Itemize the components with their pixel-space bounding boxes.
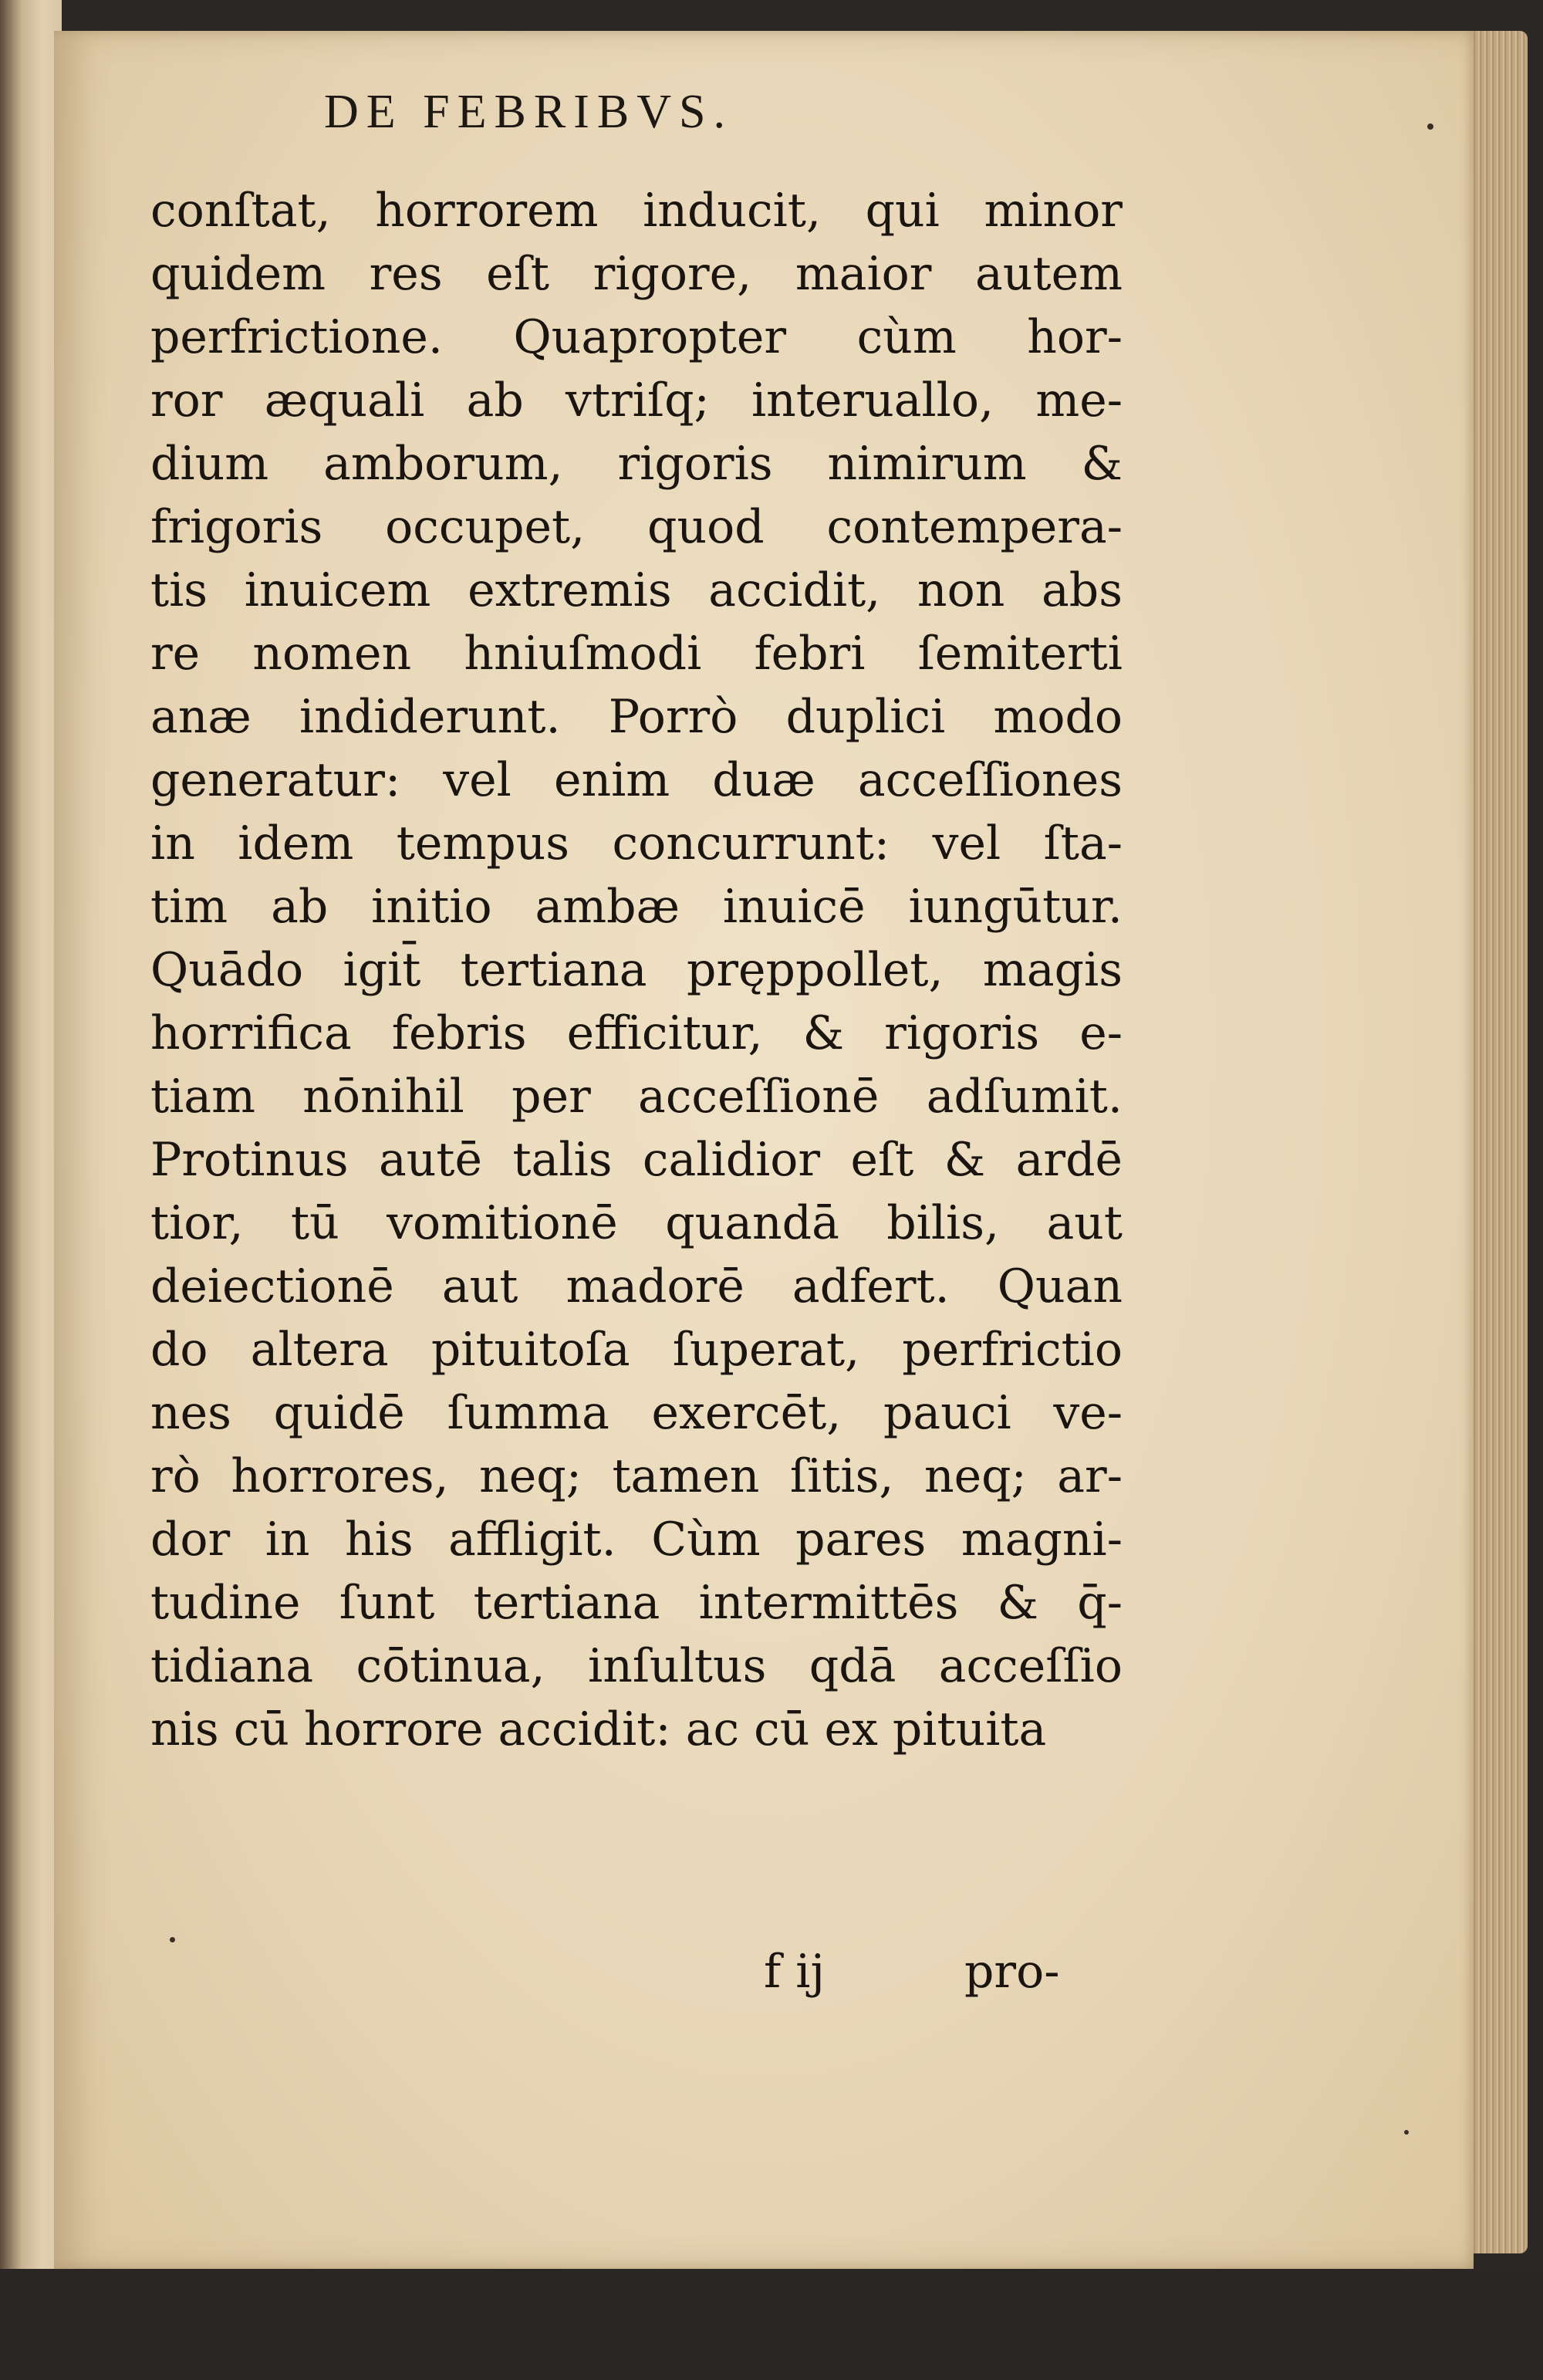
text-line: horrifica febris efficitur, & rigoris e-: [150, 1006, 1123, 1060]
text-line: dium amborum, rigoris nimirum &: [150, 437, 1123, 491]
text-line: nis cū horrore accidit: ac cū ex pituita: [150, 1702, 1047, 1756]
text-line: Quādo igit̄ tertiana pręppollet, magis: [150, 943, 1123, 997]
text-line: anæ indiderunt. Porrò duplici modo: [150, 690, 1123, 744]
text-line: generatur: vel enim duæ acceſſiones: [150, 753, 1123, 807]
text-line: quidem res eſt rigore, maior autem: [150, 247, 1123, 301]
text-line: tis inuicem extremis accidit, non abs: [150, 563, 1123, 617]
ink-speck: [170, 1937, 175, 1942]
text-line: re nomen hniuſmodi febri ſemiterti: [150, 627, 1123, 681]
text-line: dor in his affligit. Cùm pares magni-: [150, 1513, 1123, 1567]
text-line: nes quidē ſumma exercēt, pauci ve-: [150, 1386, 1123, 1440]
text-line: in idem tempus concurrunt: vel ſta-: [150, 816, 1123, 871]
text-line: tior, tū vomitionē quandā bilis, aut: [150, 1196, 1123, 1250]
background-shadow: [0, 2269, 1543, 2380]
text-line: tidiana cōtinua, inſultus qdā acceſſio: [150, 1639, 1123, 1693]
text-line: Protinus autē talis calidior eſt & ardē: [150, 1133, 1123, 1187]
catchword: pro-: [964, 1945, 1060, 1999]
text-line: tiam nōnihil per acceſſionē adſumit.: [150, 1070, 1123, 1124]
ink-speck: [1427, 123, 1433, 130]
text-line: deiectionē aut madorē adfert. Quan: [150, 1259, 1123, 1313]
text-line: tudine ſunt tertiana intermittēs & q̄-: [150, 1576, 1123, 1630]
text-line: frigoris occupet, quod contempera-: [150, 500, 1123, 554]
text-line: tim ab initio ambæ inuicē iungūtur.: [150, 880, 1123, 934]
text-line: do altera pituitoſa ſuperat, perfrictio: [150, 1323, 1123, 1377]
left-page-edge: [0, 0, 62, 2380]
text-line: conſtat, horrorem inducit, qui minor: [150, 184, 1123, 238]
text-line: perfrictione. Quapropter cùm hor-: [150, 310, 1123, 364]
running-head: DE FEBRIBVS.: [324, 86, 733, 138]
text-line: ror æquali ab vtriſq; interuallo, me-: [150, 374, 1123, 428]
signature-mark: f ij: [764, 1945, 826, 1999]
ink-speck: [1404, 2130, 1409, 2135]
body-text: [150, 179, 1123, 1761]
text-line: rò horrores, neq; tamen ſitis, neq; ar-: [150, 1449, 1123, 1503]
